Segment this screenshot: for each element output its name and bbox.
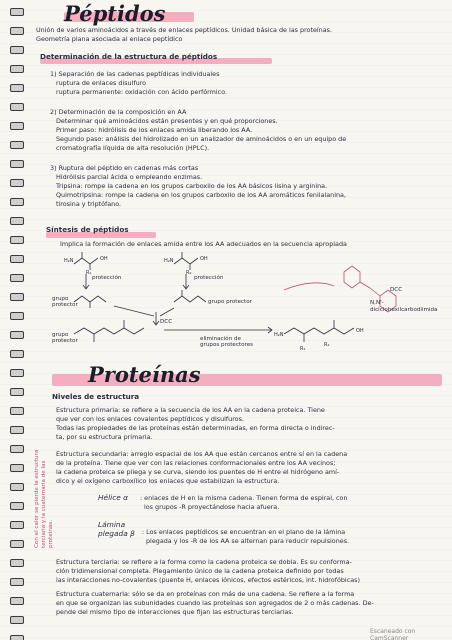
primaria-line-2: que ver con los enlaces covalentes peptídicos y disulfuros. [56, 415, 244, 423]
spiral-ring [10, 141, 24, 149]
s2-line-2: Primer paso: hidrólisis de los enlaces amida liberando los AA. [56, 126, 253, 134]
svg-text:OH: OH [356, 328, 364, 334]
spiral-ring [10, 464, 24, 472]
label-dcc: DCC [160, 319, 173, 325]
svg-text:H₂N: H₂N [274, 332, 284, 338]
page-content [30, 0, 450, 640]
svg-text:H₂N: H₂N [64, 258, 74, 264]
svg-text:R₂: R₂ [324, 342, 330, 348]
spiral-ring [10, 635, 24, 640]
s2-line-3: Segundo paso: análisis del hidrolizado en un analizador de aminoácidos o en un equipo de [56, 135, 347, 143]
spiral-ring [10, 179, 24, 187]
svg-text:OH: OH [200, 256, 208, 262]
spiral-ring [10, 388, 24, 396]
s3-line-3: Quimotripsina: rompe la cadena en los grupos carboxilo de los AA aromáticos fenilalanina, [56, 191, 346, 199]
spiral-ring [10, 255, 24, 263]
s3-line-2: Tripsina: rompe la cadena en los grupos carboxilo de los AA básicos lisina y arginina. [56, 182, 328, 190]
cuaternaria-line-1: Estructura cuaternaria: sólo se da en proteínas con más de una cadena. Se refiere a la forma [56, 590, 355, 598]
label-proteccion-2: protección [194, 275, 224, 281]
primaria-line-4: ta, por su estructura primaria. [56, 433, 153, 441]
spiral-ring [10, 46, 24, 54]
label-dcc-structure: DCC [390, 287, 403, 293]
spiral-ring [10, 122, 24, 130]
spiral-ring [10, 483, 24, 491]
spiral-ring [10, 312, 24, 320]
spiral-ring [10, 293, 24, 301]
terciaria-line-1: Estructura terciaria: se refiere a la forma como la cadena proteica se dobla. Es su conforma- [56, 558, 352, 566]
label-grupo-protector-3: grupo protector [52, 332, 78, 344]
proteinas-title: Proteínas [88, 362, 201, 387]
lamina-line-2: plegada y los -R de los AA se alternan para reducir repulsiones. [146, 537, 350, 545]
spiral-ring [10, 445, 24, 453]
spiral-ring [10, 160, 24, 168]
label-grupo-protector-1: grupo protector [52, 296, 78, 308]
cuaternaria-line-3: pende del mismo tipo de interacciones que fijan las estructuras terciarias. [56, 608, 294, 616]
s2-line-4: cromatografía líquida de alta resolución (HPLC). [56, 144, 210, 152]
spiral-ring [10, 103, 24, 111]
subsection-1-title: 1) Separación de las cadenas peptídicas individuales [50, 70, 220, 78]
spiral-ring [10, 407, 24, 415]
side-note: Con el calor se pierde la estructura terciaria y la cuaternaria de las proteínas. [34, 449, 54, 548]
spiral-ring [10, 426, 24, 434]
svg-text:R₁: R₁ [86, 270, 92, 276]
helice-line-2: los grupos -R proyectándose hacia afuera. [144, 503, 280, 511]
lamina-line-1: : Los enlaces peptídicos se encuentran en el plano de la lámina [142, 528, 346, 536]
primaria-line-1: Estructura primaria: se refiere a la secuencia de los AA en la cadena proteica. Tiene [56, 406, 325, 414]
spiral-ring [10, 331, 24, 339]
svg-text:R₂: R₂ [186, 270, 192, 276]
s1-line-1: ruptura de enlaces disulfuro [56, 79, 147, 87]
svg-text:H₂N: H₂N [164, 258, 174, 264]
s3-line-1: Hidrólisis parcial ácida o empleando enzimas. [56, 173, 203, 181]
page-title: Péptidos [64, 1, 166, 26]
secundaria-line-1: Estructura secundaria: arreglo espacial de los AA que están cercanos entre sí en la cadena [56, 450, 348, 458]
niveles-heading: Niveles de estructura [52, 392, 140, 401]
spiral-ring [10, 540, 24, 548]
spiral-ring [10, 217, 24, 225]
helice-label: Hélice α [98, 493, 129, 502]
spiral-ring [10, 521, 24, 529]
spiral-ring [10, 559, 24, 567]
spiral-ring [10, 502, 24, 510]
cuaternaria-line-2: en que se organizan las subunidades cuando las proteínas son agregados de 2 o más cadenas. De- [56, 599, 374, 607]
label-proteccion: protección [92, 275, 122, 281]
spiral-ring [10, 65, 24, 73]
secundaria-line-2: de la proteína. Tiene que ver con las relaciones conformacionales entre los AA vecinos; [56, 459, 336, 467]
section-heading-determinacion: Determinación de la estructura de péptidos [40, 52, 218, 61]
svg-text:OH: OH [100, 256, 108, 262]
sintesis-line-1: Implica la formación de enlaces amida entre los AA adecuados en la secuencia apropiada [60, 240, 347, 248]
lamina-label: Lámina plegada β [98, 520, 135, 538]
terciaria-line-3: las interacciones no-covalentes (puente H, enlaces iónicos, efectos estéricos, int. hidrofóbicas) [56, 576, 360, 584]
spiral-ring [10, 236, 24, 244]
primaria-line-3: Todas las propiedades de las proteínas están determinadas, en forma directa o indirec- [56, 424, 335, 432]
terciaria-line-2: ción tridimensional completa. Plegamiento único de la cadena proteica definido por todas [56, 567, 344, 575]
spiral-ring [10, 8, 24, 16]
subsection-2-title: 2) Determinación de la composición en AA [50, 108, 187, 116]
intro-line-1: Unión de varios aminoácidos a través de enlaces peptídicos. Unidad básica de las proteínas. [36, 26, 333, 34]
helice-line-1: : enlaces de H en la misma cadena. Tienen forma de espiral, con [140, 494, 348, 502]
s2-line-1: Determinar qué aminoácidos están presentes y en qué proporciones. [56, 117, 278, 125]
spiral-ring [10, 616, 24, 624]
spiral-ring [10, 84, 24, 92]
spiral-ring [10, 578, 24, 586]
spiral-ring [10, 27, 24, 35]
spiral-ring [10, 350, 24, 358]
secundaria-line-3: la cadena proteica se pliega y se curva, siendo los puentes de H entre el hidrógeno amí- [56, 468, 340, 476]
subsection-3-title: 3) Ruptura del péptido en cadenas más cortas [50, 164, 199, 172]
scanner-watermark: Escaneado con CamScanner [370, 628, 416, 640]
intro-line-2: Geometría plana asociada al enlace peptídico [36, 35, 183, 43]
svg-text:R₁: R₁ [300, 346, 306, 352]
section-heading-sintesis: Síntesis de péptidos [46, 225, 129, 234]
label-grupo-protector-2: grupo protector [208, 299, 252, 305]
spiral-ring [10, 597, 24, 605]
spiral-ring [10, 369, 24, 377]
label-dcc-name: N,N'-diciclohexilcarbodiimida [370, 300, 438, 313]
label-eliminacion: eliminación de grupos protectores [200, 336, 254, 348]
s1-line-2: ruptura permanente: oxidación con ácido perfórmico. [56, 88, 228, 96]
secundaria-line-4: dico y el oxígeno carboxílico los enlaces que estabilizan la estructura. [56, 477, 280, 485]
s3-line-4: tirosina y triptófano. [56, 200, 122, 208]
spiral-binding [4, 0, 26, 640]
spiral-ring [10, 274, 24, 282]
spiral-ring [10, 198, 24, 206]
